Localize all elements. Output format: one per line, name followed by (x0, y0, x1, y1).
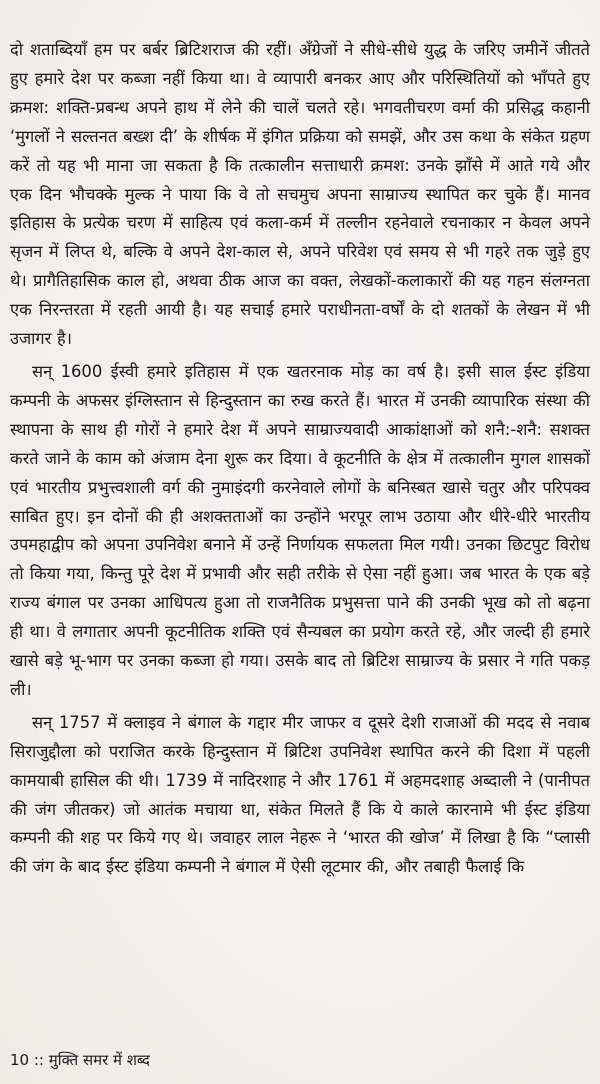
paragraph-3: सन् 1757 में क्लाइव ने बंगाल के गद्दार मीर जाफर व दूसरे देशी राजाओं की मदद से नवाब सिराजुद्दौला को पराजित करके हिन्दुस्तान में ब्रिटिश उपनिवेश स्थापित करने की दिशा में पहली कामयाबी हासिल की थी। 1739 में नादिरशाह ने और 1761 में अहमदशाह अब्दाली ने (पानीपत की जंग जीतकर) जो आतंक मचाया था, संकेत मिलते हैं कि ये काले कारनामे भी ईस्ट इंडिया कम्पनी की शह पर किये गए थे। जवाहर लाल नेहरू ने ‘भारत की खोज’ में लिखा है कि “प्लासी की जंग के बाद ईस्ट इंडिया कम्पनी ने बंगाल में ऐसी लूटमार की, और तबाही फैलाई कि (10, 712, 590, 877)
book-title: मुक्ति समर में शब्द (48, 1051, 150, 1069)
footer-separator: :: (33, 1051, 44, 1069)
paragraph-1: दो शताब्दियाँ हम पर बर्बर ब्रिटिशराज की रहीं। अँग्रेजों ने सीधे-सीधे युद्ध के जरिए जमीनें जीतते हुए हमारे देश पर कब्जा नहीं किया था। वे व्यापारी बनकर आए और परिस्थितियों को भाँपते हुए क्रमश: शक्ति-प्रबन्ध अपने हाथ में लेने की चालें चलते रहे। भगवतीचरण वर्मा की प्रसिद्ध कहानी ‘मुगलों ने सल्तनत बख्श दी’ के शीर्षक में इंगित प्रक्रिया को समझें, और उस कथा के संकेत ग्रहण करें तो यह भी माना जा सकता है कि तत्कालीन सत्ताधारी क्रमश: उनके झाँसे में आते गये और एक दिन भौचक्के मुल्क ने पाया कि वे तो सचमुच अपना साम्राज्य स्थापित कर चुके हैं। मानव इतिहास के प्रत्येक चरण में साहित्य एवं कला-कर्म में तल्लीन रहनेवाले रचनाकार न केवल अपने सृजन में लिप्त थे, बल्कि वे अपने देश-काल से, अपने परिवेश एवं समय से भी गहरे तक जुड़े हुए थे। प्रागैतिहासिक काल हो, अथवा ठीक आज का वक्त, लेखकों-कलाकारों की यह गहन संलग्नता एक निरन्तरता में रहती आयी है। यह सचाई हमारे पराधीनता-वर्षों के दो शतकों के लेखन में भी उजागर है। (10, 40, 590, 349)
page-number: 10 (10, 1051, 30, 1069)
body-text (10, 36, 590, 882)
page-footer (10, 1050, 150, 1070)
paragraph-2: सन् 1600 ईस्वी हमारे इतिहास में एक खतरनाक मोड़ का वर्ष है। इसी साल ईस्ट इंडिया कम्पनी के अफसर इंग्लिस्तान से हिन्दुस्तान का रुख करते हैं। भारत में उनकी व्यापारिक संस्था की स्थापना के साथ ही गोरों ने हमारे देश में अपने साम्राज्यवादी आकांक्षाओं को शनै:-शनै: सशक्त करते जाने के काम को अंजाम देना शुरू कर दिया। वे कूटनीति के क्षेत्र में तत्कालीन मुगल शासकों एवं भारतीय प्रभुत्त्वशाली वर्ग की नुमाइंदगी करनेवाले लोगों के बनिस्बत खासे चतुर और परिपक्व साबित हुए। इन दोनों की ही अशक्तताओं का उन्होंने भरपूर लाभ उठाया और धीरे-धीरे भारतीय उपमहाद्वीप को अपना उपनिवेश बनाने में उन्हें निर्णायक सफलता मिल गयी। उनका छिटपुट विरोध तो किया गया, किन्तु पूरे देश में प्रभावी और सही तरीके से ऐसा नहीं हुआ। जब भारत के एक बड़े राज्य बंगाल पर उनका आधिपत्य हुआ तो राजनैतिक प्रभुसत्ता पाने की उनकी भूख को तो बढ़ना ही था। वे लगातार अपनी कूटनीतिक शक्ति एवं सैन्यबल का प्रयोग करते रहे, और जल्दी ही हमारे खासे बड़े भू-भाग पर उनका कब्जा हो गया। उसके बाद तो ब्रिटिश साम्राज्य के प्रसार ने गति पकड़ ली। (10, 361, 590, 699)
